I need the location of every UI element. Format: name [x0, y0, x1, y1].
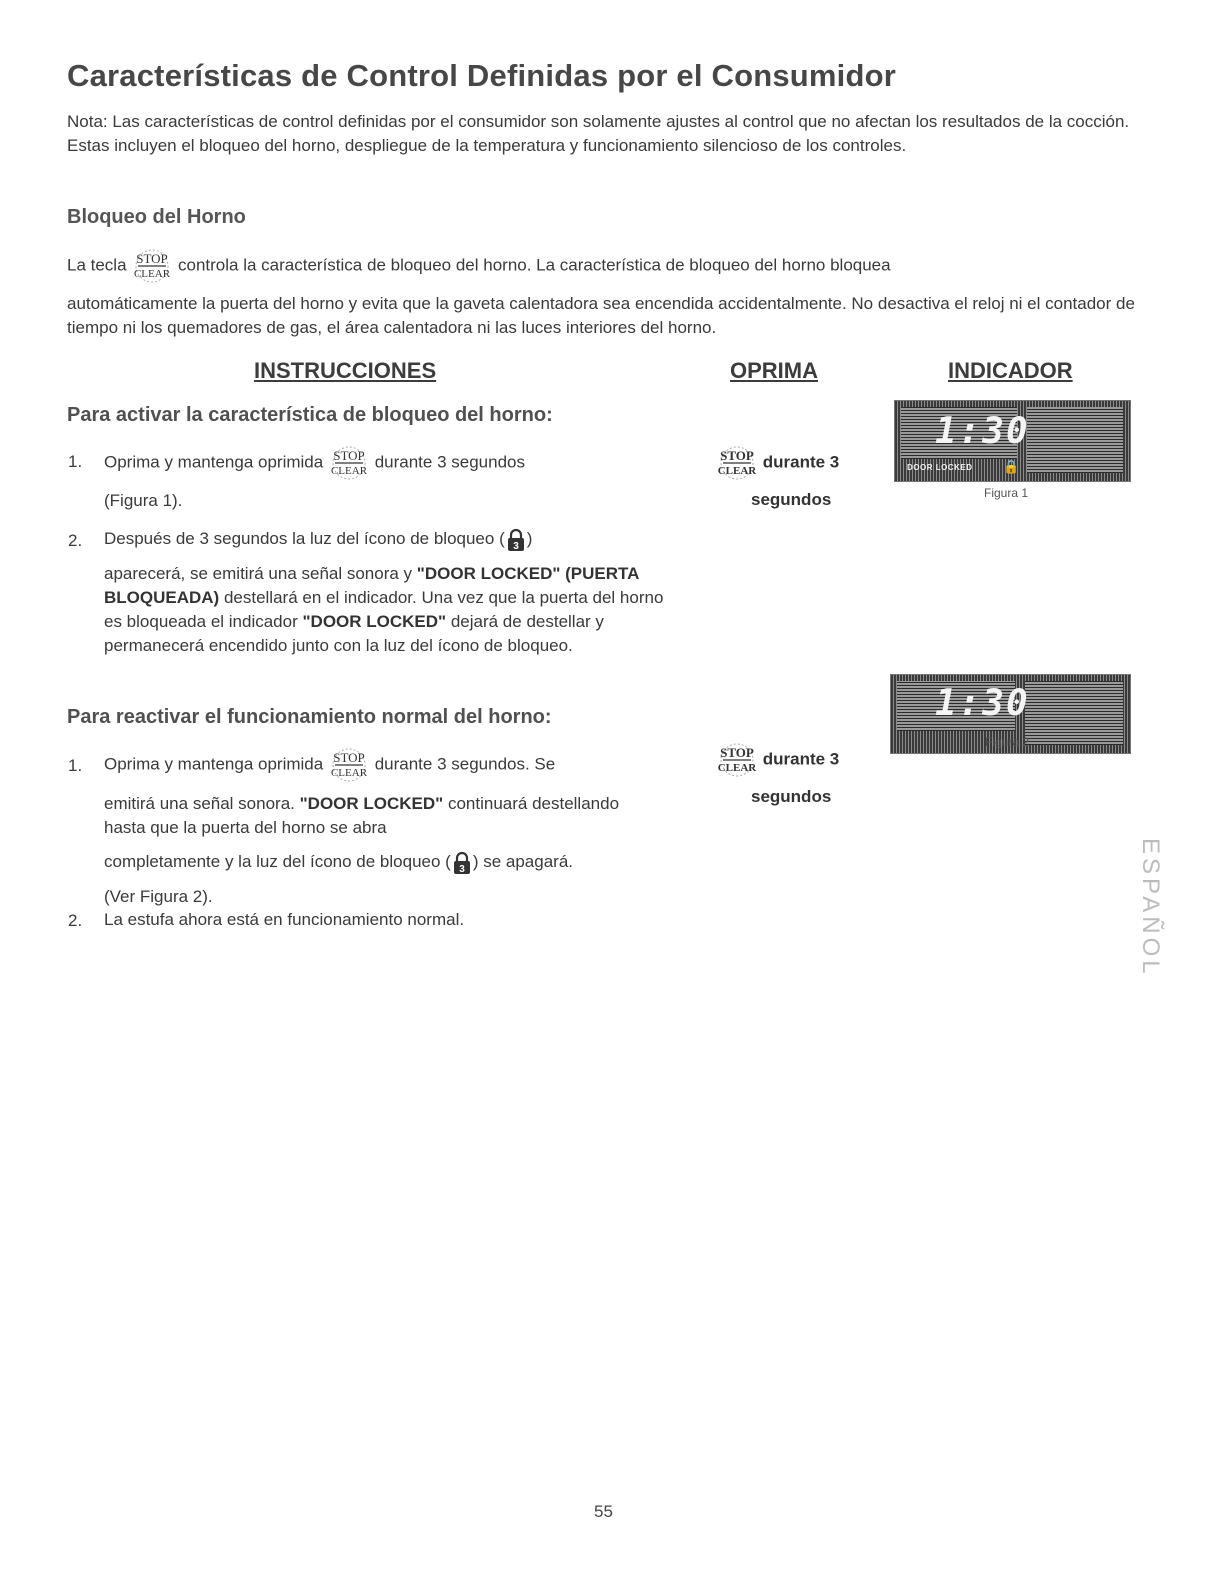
display-time: 1:30 [935, 411, 1030, 452]
stop-clear-key-icon [717, 446, 757, 480]
note-paragraph: Nota: Las características de control definidas por el consumidor son solamente ajustes al control que no afectan los resultados de la cocción. Estas incluyen el bloqueo del horno, despliegue de la temperatura y funcionamiento silencioso de los controles. [67, 112, 1130, 155]
reactivate-step1-d-pre: completamente y la luz del ícono de bloqueo ( [104, 852, 451, 871]
activate-step2-a: aparecerá, se emitirá una señal sonora y [104, 564, 417, 583]
reactivate-step1-number: 1. [68, 756, 83, 775]
display-figure-1 [894, 400, 1131, 482]
page-title: Características de Control Definidas por el Consumidor [67, 58, 897, 93]
reactivate-step2: La estufa ahora está en funcionamiento normal. [104, 910, 465, 929]
key-top-label: STOP [720, 745, 754, 760]
section-paragraph2: automáticamente la puerta del horno y evita que la gaveta calentadora sea encendida accidentalmente. No desactiva el reloj ni el contador de tiempo ni los quemadores de gas, el área calentadora ni las luces interiores del horno. [67, 294, 1135, 337]
reactivate-step1-pre: Oprima y mantenga oprimida [104, 754, 324, 774]
stop-clear-key-icon [329, 748, 369, 782]
lock-icon [452, 851, 472, 875]
lock-icon [506, 528, 526, 552]
key-top-label: STOP [333, 448, 365, 463]
activate-step2-line1 [104, 527, 664, 552]
reactivate-step1-line-d [104, 850, 684, 875]
key-bottom-label: CLEAR [717, 465, 757, 477]
activate-step2-d: "DOOR LOCKED" [302, 612, 447, 631]
display-door-locked: DOOR LOCKED [907, 463, 973, 472]
activate-step2-b: "DOOR LOCKED" (PUERTA BLOQUEADA) [104, 564, 639, 607]
activate-step2-post: ) [526, 529, 533, 548]
activate-step1 [104, 446, 664, 480]
activate-press-line2: segundos [751, 490, 832, 509]
display-panel [1027, 407, 1123, 473]
display-time: 1:30 [935, 683, 1030, 724]
display-panel [1025, 681, 1123, 745]
key-top-label: STOP [136, 251, 169, 266]
stop-clear-key-icon [717, 743, 757, 777]
reactivate-press-line1: durante 3 [762, 749, 840, 769]
activate-press-line1: durante 3 [762, 452, 840, 472]
key-bottom-label: CLEAR [330, 465, 367, 477]
key-bottom-label: CLEAR [330, 767, 367, 779]
key-bottom-label: CLEAR [134, 268, 171, 280]
side-language-label: ESPAÑOL [1137, 838, 1164, 978]
reactivate-step1-e: (Ver Figura 2). [104, 887, 213, 906]
lock-icon-number: 3 [512, 540, 519, 552]
reactivate-press [716, 743, 839, 777]
activate-step1-cont: (Figura 1). [104, 491, 183, 510]
activate-heading: Para activar la característica de bloqueo del horno: [67, 404, 553, 426]
column-header-display: INDICADOR [948, 358, 1073, 383]
figure-1-caption: Figura 1 [984, 486, 1029, 500]
reactivate-step1-post: durante 3 segundos. Se [374, 754, 556, 774]
key-bottom-label: CLEAR [717, 762, 757, 774]
key-top-label: STOP [720, 448, 754, 463]
line1-pre: La tecla [67, 255, 127, 275]
activate-step2-pre: Después de 3 segundos la luz del ícono de bloqueo ( [104, 529, 505, 548]
activate-step2-number: 2. [68, 531, 83, 550]
reactivate-step2-number: 2. [68, 911, 83, 930]
activate-step1-number: 1. [68, 452, 83, 471]
reactivate-step1-body [104, 792, 664, 840]
reactivate-press-line2: segundos [751, 787, 832, 806]
activate-press [716, 446, 839, 480]
column-header-press: OPRIMA [730, 358, 818, 383]
activate-step2-e: dejará de destellar y permanecerá encendido junto con la luz del ícono de bloqueo. [104, 612, 604, 655]
stop-clear-key-icon [329, 446, 369, 480]
page-number: 55 [594, 1502, 613, 1521]
reactivate-step1-b: "DOOR LOCKED" [299, 794, 444, 813]
activate-step1-pre: Oprima y mantenga oprimida [104, 452, 324, 472]
activate-step2-c: destellará en el indicador. Una vez que la puerta del horno es bloqueada el indicador [104, 588, 664, 631]
section-heading: Bloqueo del Horno [67, 206, 246, 228]
stop-clear-key-icon [132, 249, 172, 283]
lock-icon-number: 3 [459, 863, 465, 875]
key-top-label: STOP [333, 750, 365, 765]
reactivate-step1 [104, 748, 664, 782]
section-line1 [67, 249, 1142, 283]
activate-step1-post: durante 3 segundos [374, 452, 525, 472]
reactivate-step1-c: continuará destellando hasta que la puerta del horno se abra [104, 794, 620, 837]
figure-2-caption: Figura 2 [985, 735, 1030, 749]
reactivate-step1-d-post: ) se apagará. [472, 852, 574, 871]
activate-step2-body [104, 562, 669, 658]
reactivate-step1-a: emitirá una señal sonora. [104, 794, 300, 813]
reactivate-heading: Para reactivar el funcionamiento normal del horno: [67, 706, 552, 728]
column-header-instructions: INSTRUCCIONES [254, 358, 437, 383]
line1-post: controla la característica de bloqueo del horno. La característica de bloqueo del horno bloquea [178, 255, 891, 275]
display-lock-icon: 🔒 [1003, 459, 1020, 474]
